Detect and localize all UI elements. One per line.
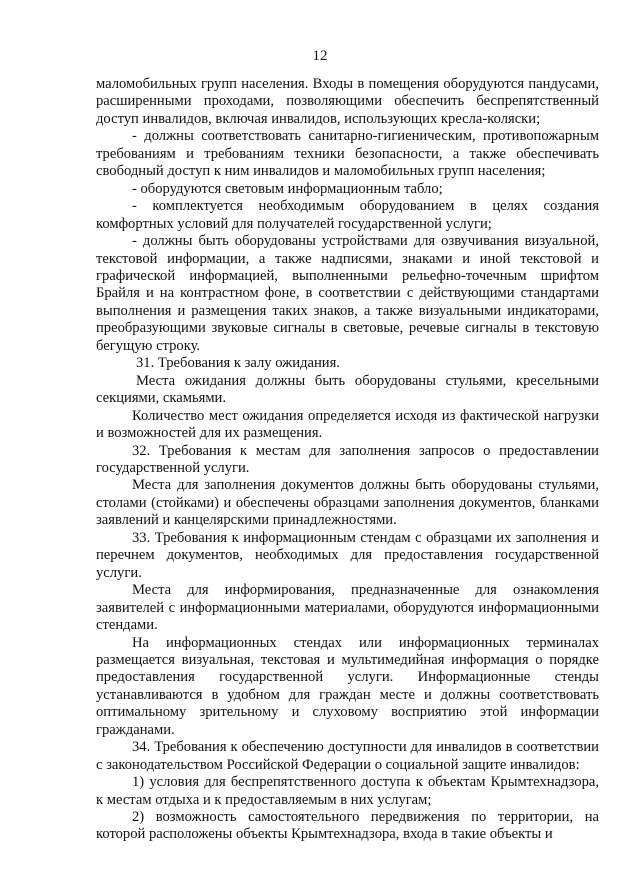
- paragraph-equipment: - комплектуется необходимым оборудованием в целях создания комфортных условий для получателей государственной услуги;: [96, 198, 599, 232]
- paragraph-braille-devices: - должны быть оборудованы устройствами для озвучивания визуальной, текстовой информации, а также надписями, знаками и иной текстовой и графической информацией, выполненными рельефно-точечным шрифтом Брайля и на контрастном фоне, в соответствии с действующими стандартами выполнения и размещения таких знаков, а также визуальными индикаторами, преобразующими звуковые сигналы в световые, речевые сигналы в текстовую бегущую строку.: [96, 233, 599, 354]
- paragraph-ramps-entrances: маломобильных групп населения. Входы в помещения оборудуются пандусами, расширенными проходами, позволяющими обеспечить беспрепятственный доступ инвалидов, включая инвалидов, использующих кресла-коляски;: [96, 76, 599, 127]
- paragraph-waiting-count: Количество мест ожидания определяется исходя из фактической нагрузки и возможностей для их размещения.: [96, 407, 599, 442]
- paragraph-filling-places: Места для заполнения документов должны быть оборудованы стульями, столами (стойками) и обеспечены образцами заполнения документов, бланками заявлений и канцелярскими принадлежностями.: [96, 477, 599, 529]
- section-31-heading: 31. Требования к залу ожидания.: [136, 355, 340, 372]
- list-item-2: 2) возможность самостоятельного передвижения по территории, на которой расположены объекты Крымтехнадзора, входа в такие объекты и: [96, 809, 599, 843]
- page-number: 12: [312, 48, 328, 64]
- section-32-heading: 32. Требования к местам для заполнения запросов о предоставлении государственной услуги.: [96, 442, 599, 476]
- paragraph-waiting-seats: Места ожидания должны быть оборудованы стульями, кресельными секциями, скамьями.: [96, 372, 599, 407]
- section-33-heading: 33. Требования к информационным стендам с образцами их заполнения и перечнем документов, необходимых для предоставления государственной услуги.: [96, 529, 599, 581]
- document-body: [96, 76, 599, 844]
- list-item-1: 1) условия для беспрепятственного доступа к объектам Крымтехнадзора, к местам отдыха и к предоставляемым в них услугам;: [96, 774, 599, 808]
- paragraph-light-board: - оборудуются световым информационным табло;: [132, 180, 443, 197]
- paragraph-sanitary-requirements: - должны соответствовать санитарно-гигиеническим, противопожарным требованиям и требованиям техники безопасности, а также обеспечивать свободный доступ к ним инвалидов и маломобильных групп населения;: [96, 128, 599, 180]
- paragraph-info-stands: На информационных стендах или информационных терминалах размещается визуальная, текстовая и мультимедийная информация о порядке предоставления государственной услуги. Информационные стенды устанавливаются в удобном для граждан месте и должны соответствовать оптимальному зрительному и слуховому восприятию этой информации гражданами.: [96, 634, 599, 738]
- section-34-heading: 34. Требования к обеспечению доступности для инвалидов в соответствии с законодательством Российской Федерации о социальной защите инвалидов:: [96, 739, 599, 773]
- paragraph-info-places: Места для информирования, предназначенные для ознакомления заявителей с информационными материалами, оборудуются информационными стендами.: [96, 582, 599, 634]
